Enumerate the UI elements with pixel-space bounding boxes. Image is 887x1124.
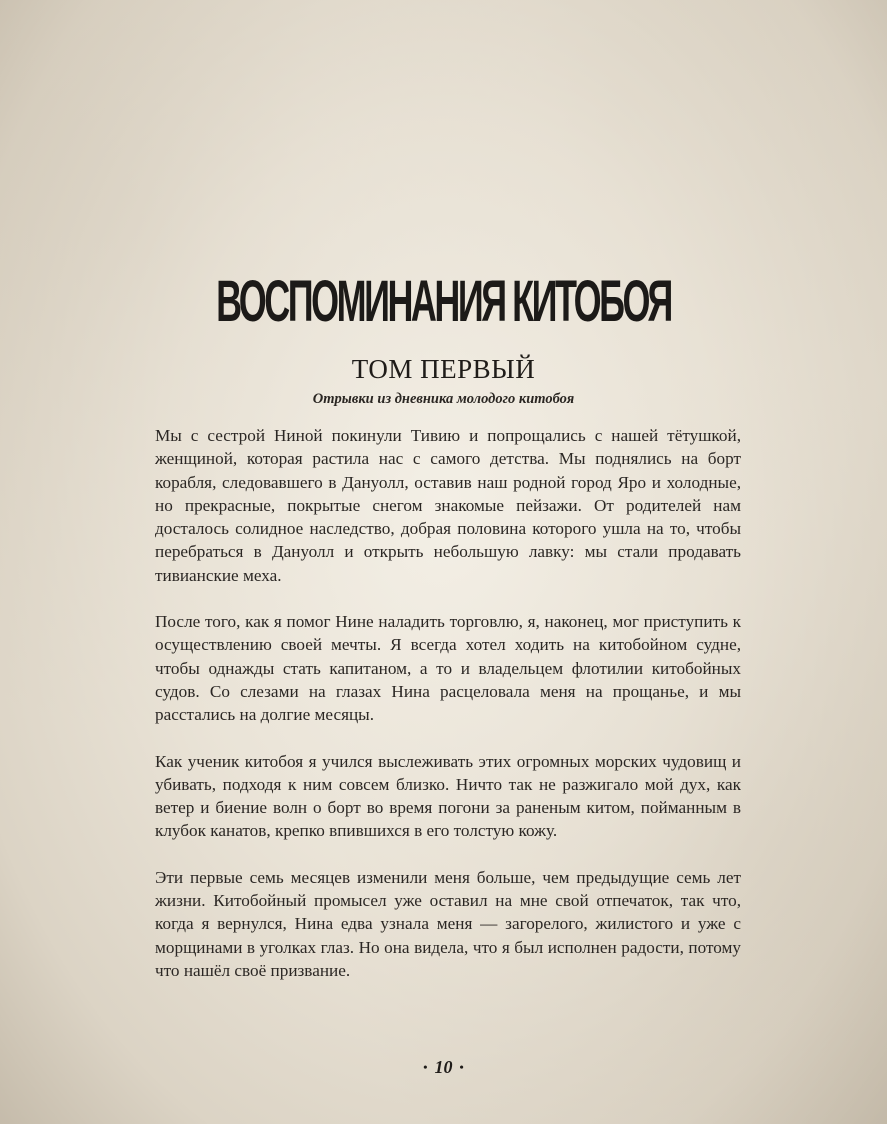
paragraph: Эти первые семь месяцев изменили меня больше, чем предыдущие семь лет жизни. Китобойный промысел уже оставил на мне свой отпечаток, так что, когда я вернулся, Нина едва узнала меня — загорелого, жилистого и уже с морщинами в уголках глаз. Но она видела, что я был исполнен радости, потому что нашёл своё призвание.: [155, 867, 741, 980]
paragraph: После того, как я помог Нине наладить торговлю, я, наконец, мог приступить к осуществлению своей мечты. Я всегда хотел ходить на китобойном судне, чтобы однажды стать капитаном, а то и владельцем флотилии китобойных судов. Со слезами на глазах Нина расцеловала меня на прощанье, и мы расстались на долгие месяцы.: [155, 612, 741, 725]
volume-heading: ТОМ ПЕРВЫЙ: [351, 354, 536, 384]
subtitle: Отрывки из дневника молодого китобоя: [312, 391, 575, 407]
paragraph: Как ученик китобоя я учился выслеживать этих огромных морских чудовищ и убивать, подходя к ним совсем близко. Ничто так не разжигало мой дух, как ветер и биение волн о борт во время погони за раненым китом, пойманным в клубок канатов, крепко впившихся в его толстую кожу.: [155, 751, 741, 841]
body-text: [155, 424, 741, 1005]
bullet-right: •: [459, 1060, 464, 1074]
page-number-footer: [0, 1057, 887, 1078]
page-number: 10: [434, 1057, 453, 1077]
page-title: ВОСПОМИНАНИЯ КИТОБОЯ: [216, 269, 671, 334]
paragraph: Мы с сестрой Ниной покинули Тивию и попрощались с нашей тётушкой, женщиной, которая растила нас с самого детства. Мы поднялись на борт корабля, следовавшего в Дануолл, оставив наш родной город Яро и холодные, но прекрасные, покрытые снегом знакомые пейзажи. От родителей нам досталось солидное наследство, добрая половина которого ушла на то, чтобы перебраться в Дануолл и открыть небольшую лавку: мы стали продавать тивианские меха.: [155, 426, 741, 585]
bullet-left: •: [423, 1060, 428, 1074]
